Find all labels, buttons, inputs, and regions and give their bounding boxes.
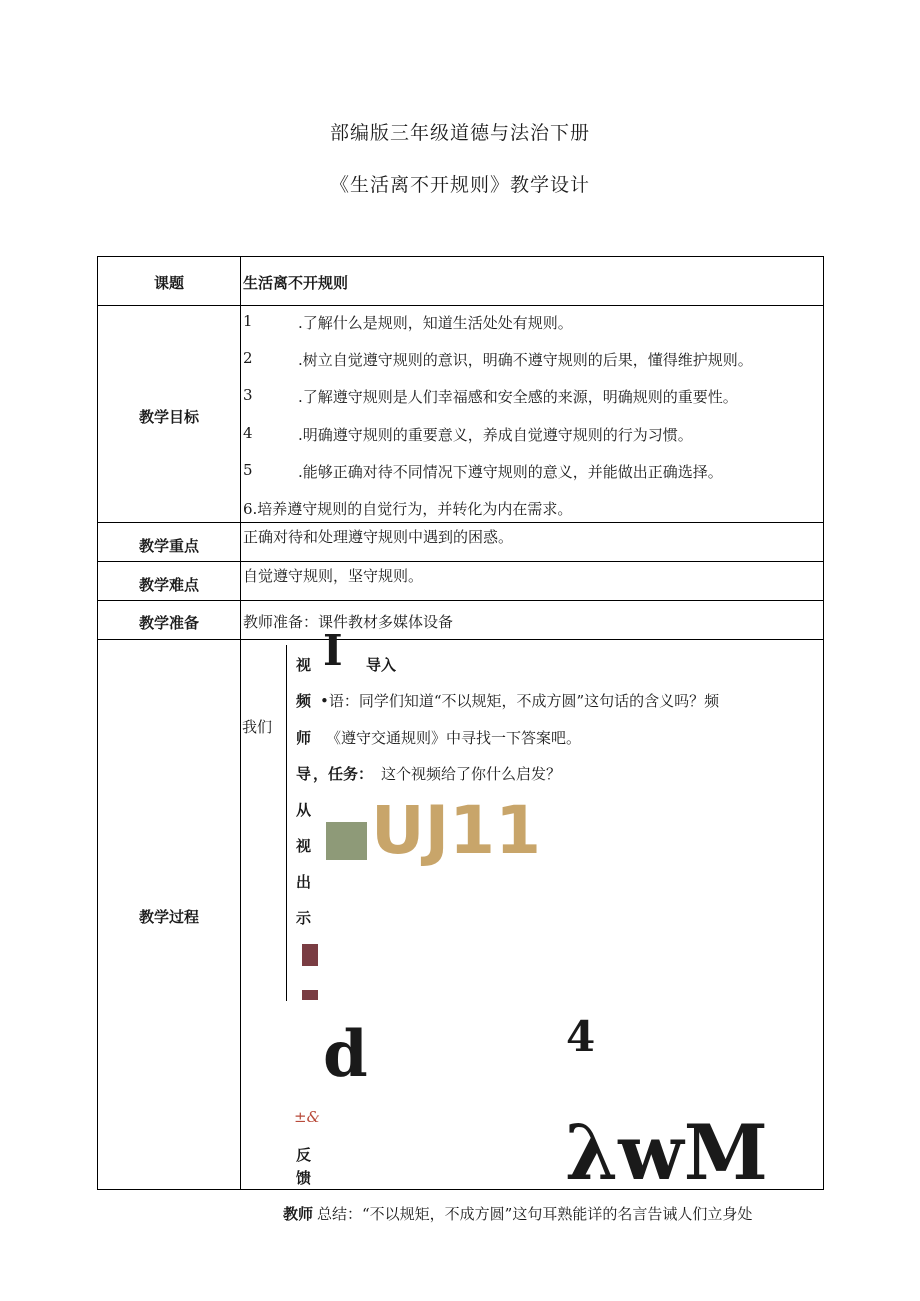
preparation-value: 教师准备：课件教材多媒体设备 [243, 613, 454, 631]
goal-number: 5 [243, 461, 253, 479]
topic-value: 生活离不开规则 [243, 274, 349, 292]
preparation-label: 教学准备 [138, 614, 199, 632]
difficulty-label: 教学难点 [138, 576, 199, 594]
vertical-char: 示 [296, 909, 312, 927]
goal-number: 3 [243, 386, 253, 404]
key-point-value: 正确对待和处理遵守规则中遇到的困惑。 [243, 528, 514, 546]
intro-line-1: •语：同学们知道“不以规矩，不成方圆”这句话的含义吗？频 [320, 692, 720, 710]
document-title: 部编版三年级道德与法治下册 [329, 122, 590, 144]
topic-label: 课题 [153, 274, 184, 292]
artifact-uj-text: UJ11 [371, 792, 541, 869]
footer-prefix: 教师 [283, 1205, 314, 1223]
maroon-mark [302, 944, 318, 966]
artifact-d: d [323, 1017, 368, 1092]
vertical-char: 频 [296, 692, 312, 710]
goal-text: .明确遵守规则的重要意义，养成自觉遵守规则的行为习惯。 [298, 426, 693, 444]
artifact-4: 4 [566, 1012, 596, 1061]
goal-number: 2 [243, 349, 253, 367]
footer-text: 总结：“不以规矩，不成方圆”这句耳熟能详的名言告诫人们立身处 [317, 1205, 753, 1223]
process-label: 教学过程 [138, 908, 199, 926]
goal-text: .了解什么是规则，知道生活处处有规则。 [298, 314, 573, 332]
vertical-char: 出 [296, 873, 312, 891]
task-prefix: ，任务： [313, 765, 374, 783]
goal-number: 4 [243, 424, 253, 442]
artifact-lwm: λwM [565, 1108, 768, 1197]
goal-text-6: 6.培养遵守规则的自觉行为，并转化为内在需求。 [243, 500, 573, 518]
vertical-char: 导 [296, 765, 312, 783]
goal-number: 1 [243, 312, 253, 330]
intro-heading: 导入 [366, 656, 397, 674]
goal-text: .了解遵守规则是人们幸福感和安全感的来源，明确规则的重要性。 [298, 388, 738, 406]
vertical-char: 从 [296, 801, 312, 819]
vertical-char: 视 [296, 656, 312, 674]
goal-text: .树立自觉遵守规则的意识，明确不遵守规则的后果，懂得维护规则。 [298, 351, 753, 369]
maroon-mark [302, 990, 318, 1000]
process-left-text: 我们 [242, 718, 273, 736]
artifact-small: ±& [294, 1108, 320, 1126]
difficulty-value: 自觉遵守规则，坚守规则。 [243, 567, 424, 585]
artifact-glyph-i: I [323, 626, 343, 675]
intro-line-2: 《遵守交通规则》中寻找一下答案吧。 [326, 729, 582, 747]
document-subtitle: 《生活离不开规则》教学设计 [329, 174, 590, 196]
goals-label: 教学目标 [138, 408, 199, 426]
feedback-char: 馈 [296, 1169, 312, 1187]
task-question: 这个视频给了你什么启发？ [381, 765, 562, 783]
vertical-char: 师 [296, 729, 312, 747]
olive-square [326, 822, 367, 860]
feedback-char: 反 [296, 1146, 312, 1164]
vertical-char: 视 [296, 837, 312, 855]
key-point-label: 教学重点 [138, 537, 199, 555]
goal-text: .能够正确对待不同情况下遵守规则的意义，并能做出正确选择。 [298, 463, 723, 481]
